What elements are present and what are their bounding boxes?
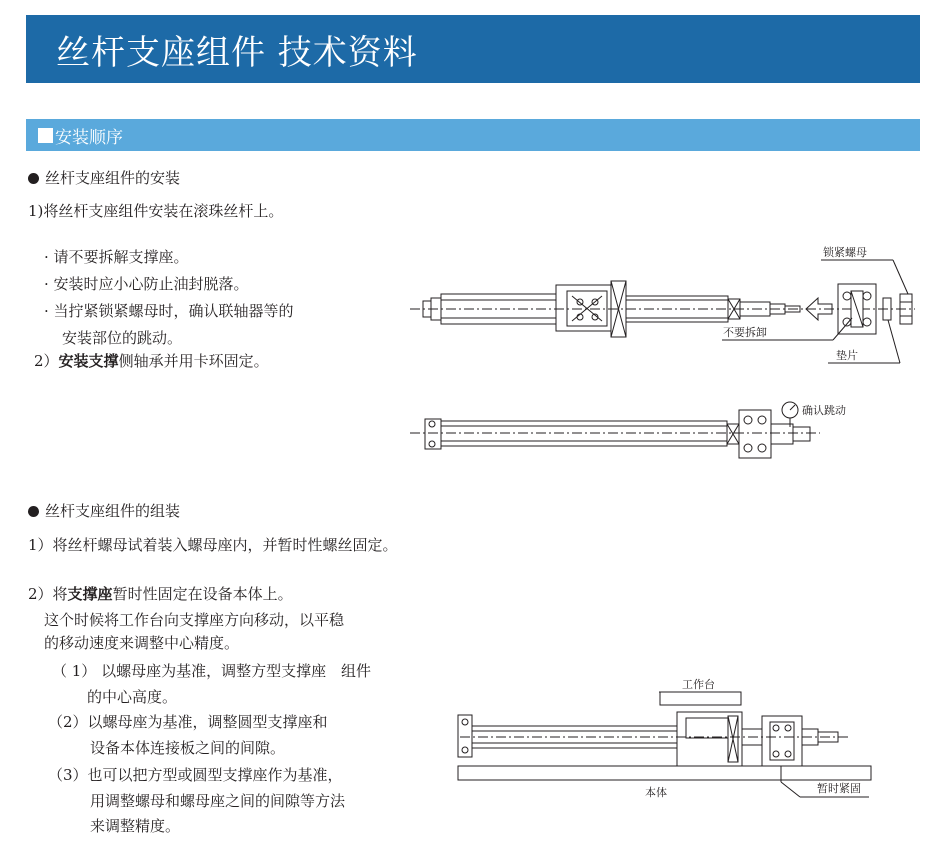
label-temp: 暂时紧固 [817, 782, 861, 795]
label-runout: 确认跳动 [802, 404, 846, 417]
assembly-para-2: 的移动速度来调整中心精度。 [44, 634, 240, 652]
install-step2-rest: 侧轴承并用卡环固定。 [118, 352, 269, 370]
install-step2-bold: 安装支撑 [58, 352, 119, 370]
install-step1: 1)将丝杆支座组件安装在滚珠丝杆上。 [28, 202, 284, 220]
label-body: 本体 [645, 786, 667, 799]
assembly-sub3-3: 来调整精度。 [90, 817, 181, 835]
page-title: 丝杆支座组件 技术资料 [56, 33, 418, 73]
install-note-3-cont: 安装部位的跳动。 [62, 329, 183, 347]
assembly-step2-rest: 暂时性固定在设备本体上。 [112, 585, 293, 603]
label-locknut: 锁紧螺母 [823, 246, 867, 259]
assembly-sub1-2: 的中心高度。 [87, 688, 178, 706]
assembly-step2-prefix: 2）将 [28, 585, 68, 603]
label-washer: 垫片 [836, 349, 858, 362]
install-note-3: · 当拧紧锁紧螺母时，确认联轴器等的 [44, 302, 294, 320]
assembly-sub1-overlay: 组件 [341, 662, 372, 680]
install-step2-prefix: 2） [34, 352, 59, 370]
install-heading-text: 丝杆支座组件的安装 [45, 169, 181, 187]
install-note-1: · 请不要拆解支撑座。 [44, 248, 189, 266]
assembly-sub3-2: 用调整螺母和螺母座之间的间隙等方法 [90, 792, 346, 810]
assembly-sub2-1: （2）以螺母座为基准，调整圆型支撑座和 [48, 713, 328, 731]
assembly-step2-bold: 支撑座 [67, 585, 113, 603]
label-nodisassemble: 不要拆卸 [723, 326, 767, 339]
install-note-2: · 安装时应小心防止油封脱落。 [44, 275, 249, 293]
assembly-sub1-1: （ 1） 以螺母座为基准，调整方型支撑座 [52, 662, 327, 680]
assembly-sub2-2: 设备本体连接板之间的间隙。 [90, 739, 286, 757]
assembly-sub3-1: （3）也可以把方型或圆型支撑座作为基准， [48, 766, 343, 784]
assembly-heading-text: 丝杆支座组件的组装 [45, 502, 181, 520]
assembly-step1: 1）将丝杆螺母试着装入螺母座内，并暂时性螺丝固定。 [28, 536, 398, 554]
label-table: 工作台 [682, 678, 715, 691]
assembly-para-1: 这个时候将工作台向支撑座方向移动，以平稳 [44, 611, 345, 629]
section-title: 安装顺序 [55, 128, 123, 148]
